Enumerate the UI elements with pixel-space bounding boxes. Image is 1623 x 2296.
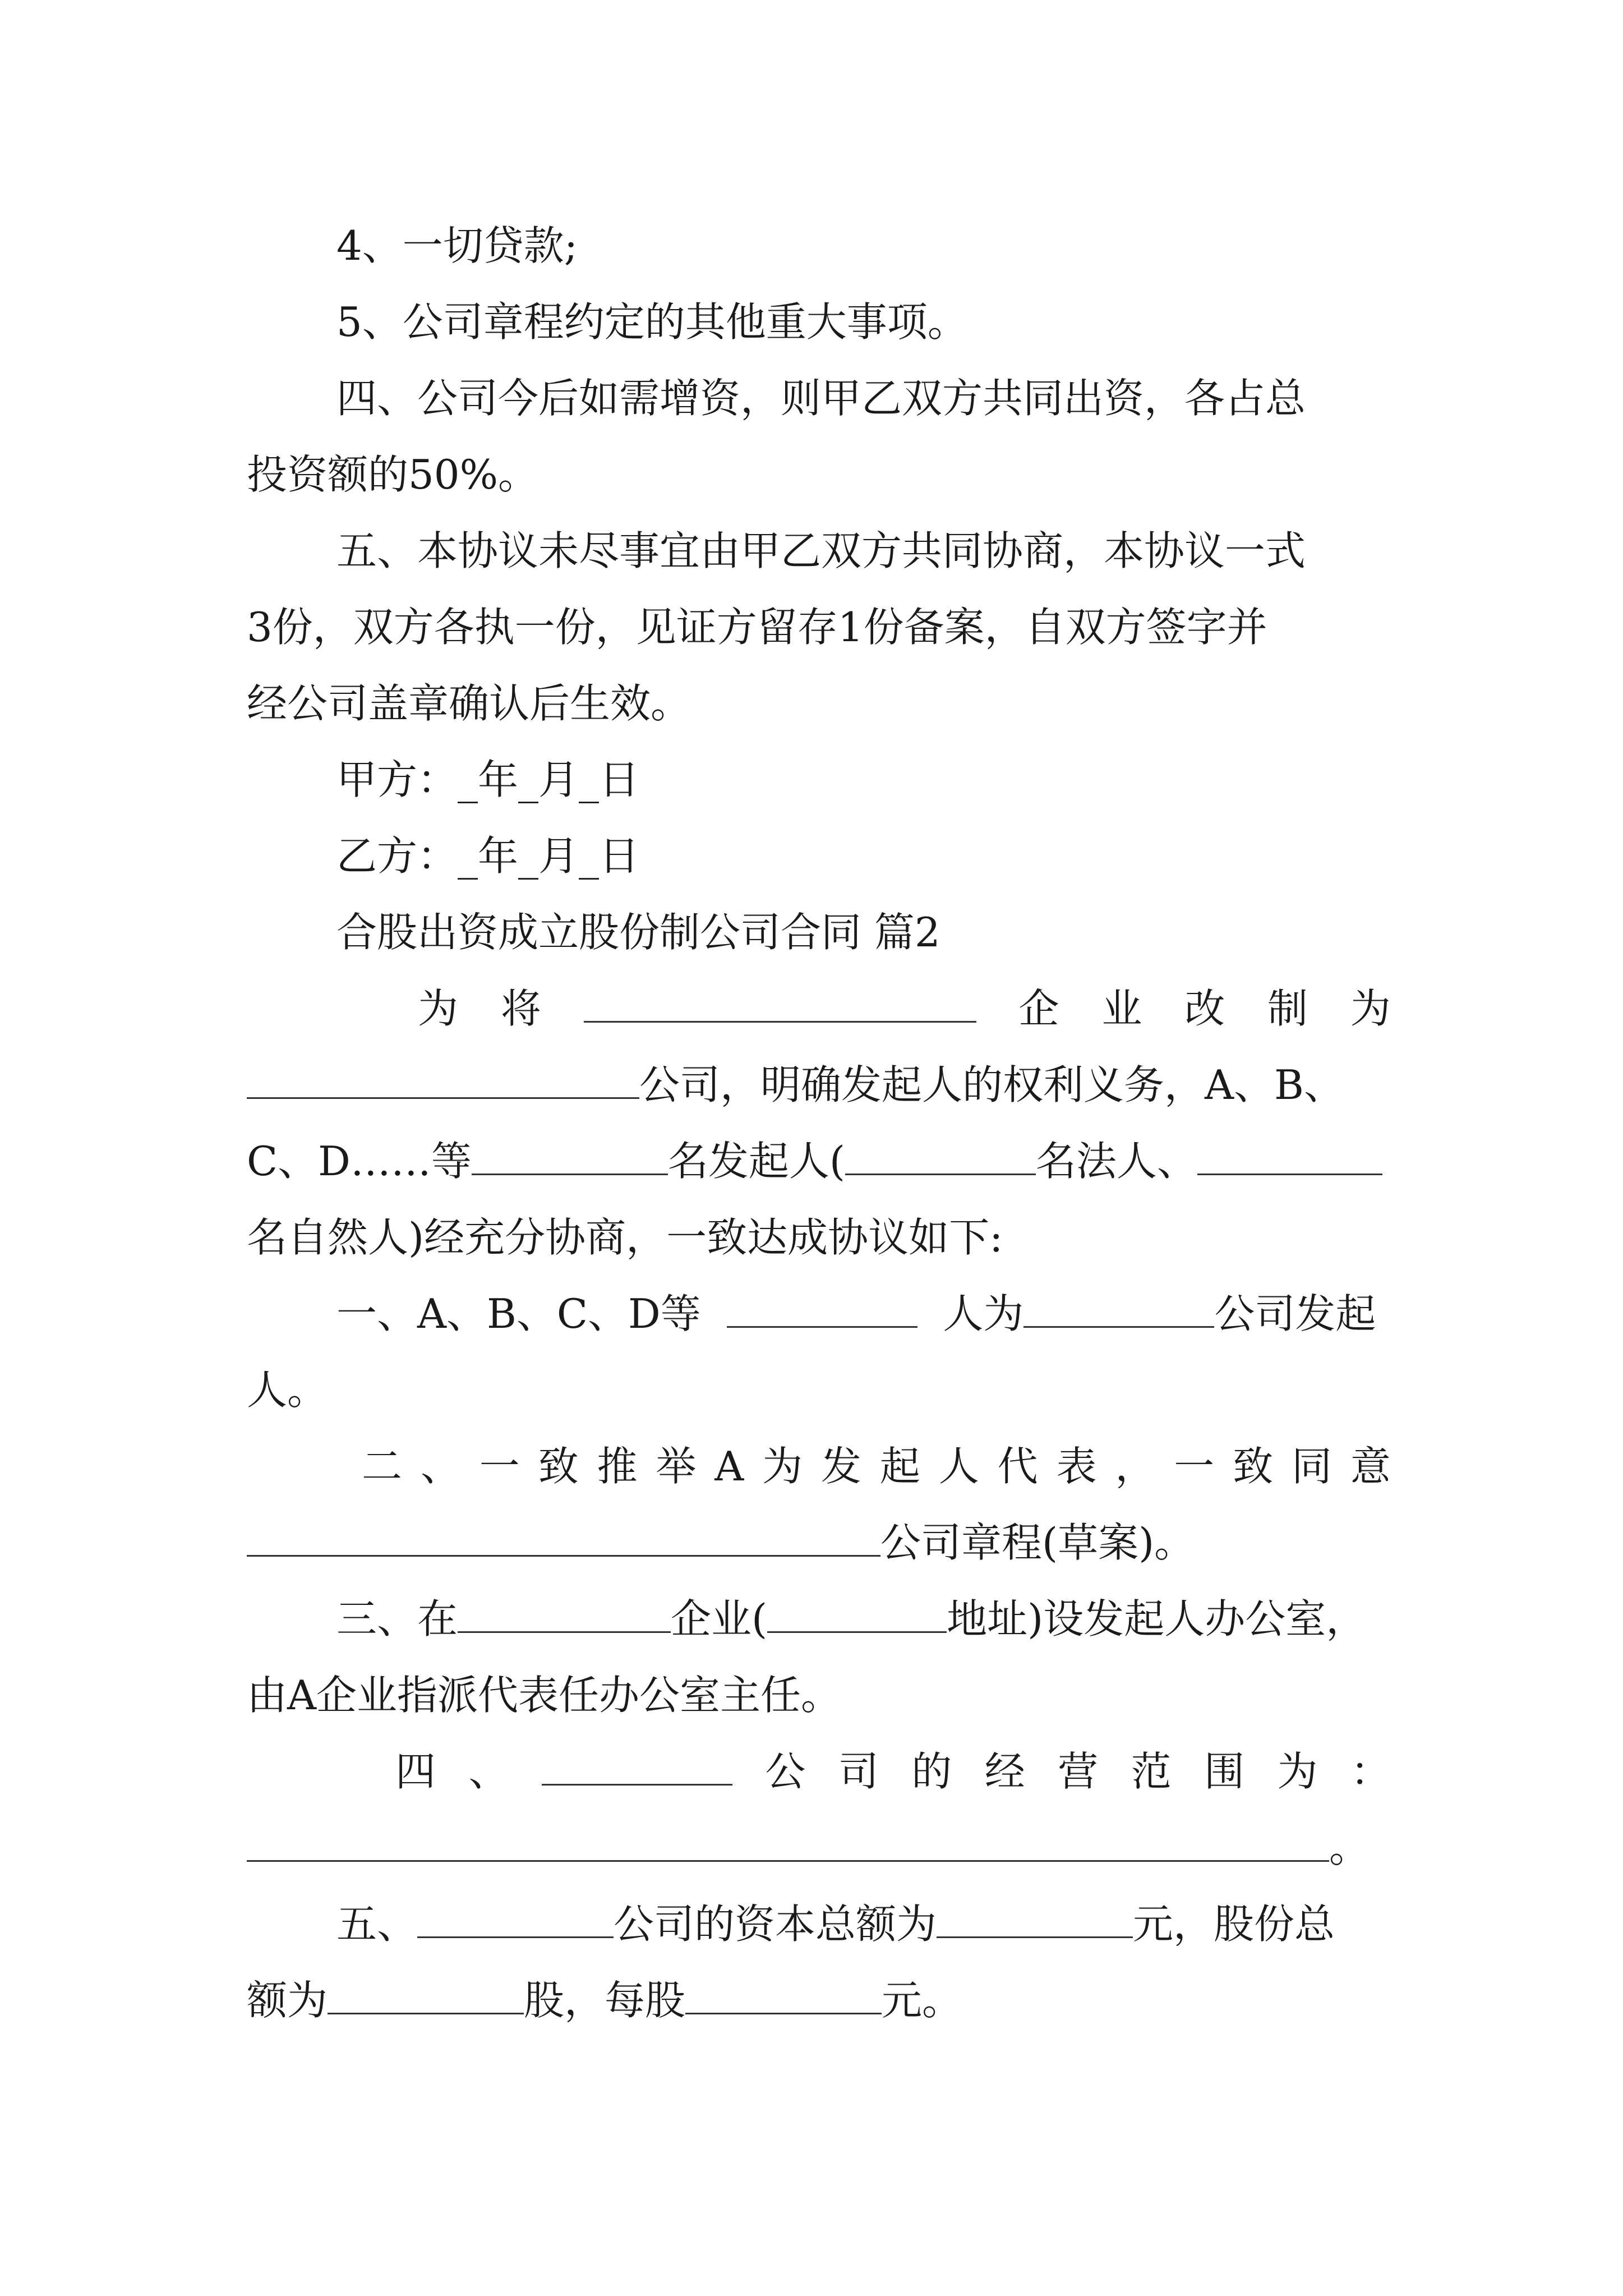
article-char: ： [1350, 1748, 1391, 1795]
article-char: 发 [820, 1443, 861, 1490]
intro-line-3 [247, 1133, 1391, 1189]
article-char: 一 [479, 1443, 520, 1490]
blank-legal-person-count[interactable] [845, 1133, 1036, 1175]
blank-total-shares[interactable] [328, 1972, 524, 2014]
blank-company-name[interactable] [247, 1057, 639, 1099]
intro-text: 公司，明确发起人的权利义务，A、B、 [639, 1061, 1344, 1108]
article-char: 推 [597, 1443, 638, 1490]
article-char: 营 [1058, 1748, 1099, 1795]
intro-line-4: 名自然人)经充分协商，一致达成协议如下: [247, 1214, 1003, 1261]
blank-founders[interactable] [727, 1286, 917, 1328]
article-text: 五、 [336, 1901, 418, 1948]
article-1-line-1 [336, 1286, 1391, 1342]
blank-founder-count[interactable] [472, 1133, 668, 1175]
article-text: 人为 [943, 1290, 1024, 1337]
article-char: 经 [984, 1748, 1025, 1795]
blank-office-address[interactable] [767, 1591, 947, 1633]
section-title: 合股出资成立股份制公司合同 篇2 [336, 909, 940, 956]
item-4: 4、一切贷款; [336, 222, 578, 269]
clause-5-line-2: 3份，双方各执一份，见证方留存1份备案，自双方签字并 [247, 604, 1267, 651]
intro-text: C、D……等 [247, 1138, 472, 1185]
intro-word: 改 [1184, 985, 1225, 1032]
article-char: 、 [468, 1748, 509, 1795]
intro-line-1 [418, 981, 1391, 1037]
article-text: 公司章程(草案)。 [880, 1519, 1195, 1566]
intro-text: 名法人、 [1035, 1138, 1197, 1185]
intro-word: 制 [1267, 985, 1308, 1032]
article-text: 股，每股 [524, 1977, 686, 2024]
article-char: 、 [420, 1443, 461, 1490]
article-char: 司 [838, 1748, 879, 1795]
blank-office-enterprise[interactable] [458, 1591, 671, 1633]
blank-capital-amount[interactable] [937, 1896, 1133, 1938]
article-5-line-2 [247, 1972, 1391, 2028]
article-5-line-1 [336, 1896, 1391, 1952]
article-text: 元，股份总 [1133, 1901, 1335, 1948]
article-char: 的 [911, 1748, 952, 1795]
blank-company-charter[interactable] [247, 1515, 880, 1557]
article-char: 一 [1174, 1443, 1215, 1490]
intro-word: 将 [500, 985, 541, 1032]
party-b-signature: 乙方：_年_月_日 [336, 832, 640, 880]
article-text: 。 [1329, 1824, 1370, 1871]
blank-natural-person-count[interactable] [1197, 1133, 1382, 1175]
article-text: 地址)设发起人办公室， [947, 1595, 1367, 1642]
blank-enterprise-name[interactable] [584, 981, 976, 1023]
intro-word: 业 [1101, 985, 1142, 1032]
article-char: 意 [1350, 1443, 1391, 1490]
article-2-line-1 [362, 1438, 1391, 1494]
clause-5-line-1: 五、本协议未尽事宜由甲乙双方共同协商，本协议一式 [336, 527, 1306, 574]
article-char: 致 [1233, 1443, 1274, 1490]
article-text: 公司发起 [1214, 1290, 1376, 1337]
article-1-line-2: 人。 [247, 1366, 328, 1414]
article-char: 为 [1277, 1748, 1318, 1795]
article-2-line-2 [247, 1515, 1391, 1571]
article-char: 人 [938, 1443, 979, 1490]
article-char: 四 [395, 1748, 436, 1795]
article-char: 为 [762, 1443, 803, 1490]
article-text: 企业( [671, 1595, 768, 1642]
blank-company-capital[interactable] [417, 1896, 614, 1938]
clause-5-line-3: 经公司盖章确认后生效。 [247, 680, 691, 727]
article-text: 元。 [882, 1977, 963, 2024]
article-4-line-2 [247, 1820, 1391, 1876]
party-a-signature: 甲方：_年_月_日 [336, 756, 640, 803]
article-char: 举 [656, 1443, 697, 1490]
clause-4-line-1: 四、公司今后如需增资，则甲乙双方共同出资，各占总 [336, 375, 1306, 422]
item-5: 5、公司章程约定的其他重大事项。 [336, 298, 968, 346]
article-char: 致 [538, 1443, 579, 1490]
article-char: 二 [362, 1443, 403, 1490]
article-text: 额为 [247, 1977, 328, 2024]
article-char: ， [1115, 1443, 1156, 1490]
intro-word: 为 [418, 985, 459, 1032]
article-char: 同 [1291, 1443, 1332, 1490]
clause-4-line-2: 投资额的50%。 [247, 451, 539, 498]
article-text: 一、A、B、C、D等 [336, 1290, 701, 1337]
article-char: 代 [997, 1443, 1038, 1490]
article-char: A [714, 1443, 744, 1490]
article-char: 范 [1131, 1748, 1172, 1795]
intro-word: 企 [1018, 985, 1059, 1032]
article-char: 公 [765, 1748, 806, 1795]
blank-company[interactable] [1023, 1286, 1214, 1328]
article-3-line-1 [336, 1591, 1391, 1647]
intro-line-2 [247, 1057, 1391, 1113]
article-4-line-1 [395, 1743, 1391, 1800]
article-text: 三、在 [336, 1595, 458, 1642]
article-char: 表 [1056, 1443, 1097, 1490]
article-3-line-2: 由A企业指派代表任办公室主任。 [247, 1672, 841, 1719]
blank-scope-company[interactable] [542, 1743, 732, 1786]
blank-business-scope[interactable] [247, 1820, 1329, 1862]
article-char: 起 [879, 1443, 920, 1490]
blank-share-price[interactable] [685, 1972, 882, 2014]
intro-text: 名发起人( [667, 1138, 845, 1185]
article-text: 公司的资本总额为 [614, 1901, 937, 1948]
article-char: 围 [1204, 1748, 1245, 1795]
intro-word: 为 [1350, 985, 1391, 1032]
